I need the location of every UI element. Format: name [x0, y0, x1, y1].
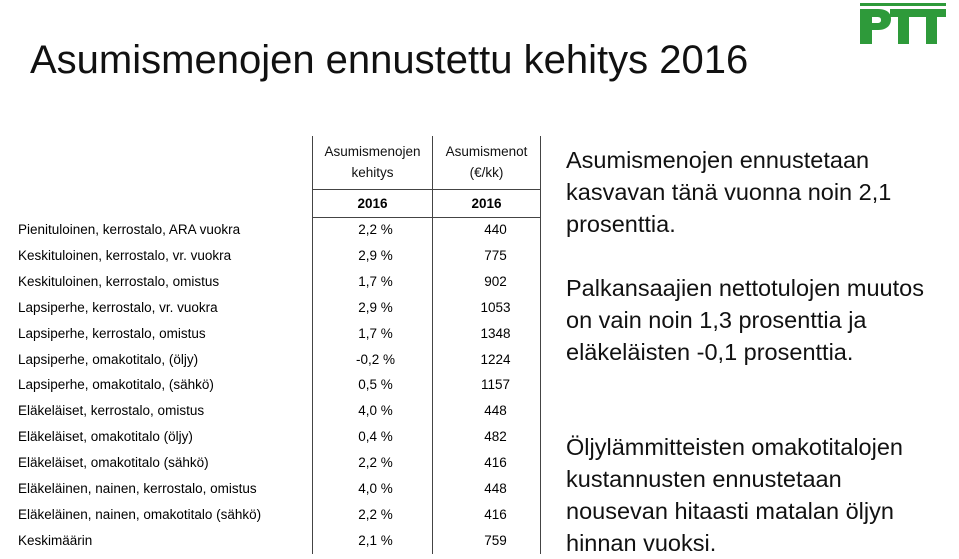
table-row — [18, 450, 540, 476]
row-euros: 482 — [484, 429, 507, 445]
row-euros: 448 — [484, 481, 507, 496]
row-percent: 2,9 % — [358, 299, 393, 315]
row-euros: 1348 — [480, 325, 511, 341]
row-label: Eläkeläiset, omakotitalo (öljy) — [18, 429, 193, 445]
year-header: 2016 — [471, 196, 502, 211]
row-euros: 416 — [484, 506, 507, 522]
header-line: (€/kk) — [469, 165, 504, 180]
ptt-logo-icon — [858, 3, 950, 47]
side-paragraph-2: Palkansaajien nettotulojen muutos on vain noin 1,3 prosenttia ja eläkeläisten -0,1 prosenttia. — [566, 275, 924, 365]
table-row — [18, 295, 540, 321]
row-euros: 1157 — [480, 377, 511, 393]
row-euros: 1224 — [480, 351, 511, 367]
row-euros: 775 — [484, 247, 507, 263]
table-row — [18, 217, 540, 243]
row-percent: 1,7 % — [358, 273, 393, 289]
row-label: Keskituloinen, kerrostalo, omistus — [18, 273, 220, 289]
row-euros: 448 — [484, 403, 507, 419]
table-row — [18, 528, 540, 554]
year-header: 2016 — [357, 196, 388, 211]
row-percent: 2,2 % — [358, 455, 393, 471]
table-row — [18, 476, 540, 502]
table-row — [18, 372, 540, 398]
table-row — [18, 347, 540, 373]
page-title: Asumismenojen ennustettu kehitys 2016 — [30, 38, 749, 82]
table-row — [18, 269, 540, 295]
side-paragraph-3: Öljylämmitteisten omakotitalojen kustannusten ennustetaan nousevan hitaasti matalan öljyn hinnan vuoksi. — [566, 434, 903, 556]
header-line: Asumismenot — [445, 144, 528, 159]
header-line: Asumismenojen — [324, 144, 421, 159]
row-percent: 4,0 % — [358, 481, 393, 496]
row-percent: 2,2 % — [358, 222, 393, 237]
row-label: Eläkeläinen, nainen, omakotitalo (sähkö) — [18, 506, 262, 522]
table-row — [18, 424, 540, 450]
row-euros: 416 — [484, 455, 507, 471]
row-percent: 1,7 % — [358, 325, 393, 341]
row-percent: 0,4 % — [358, 429, 393, 445]
row-euros: 1053 — [480, 299, 511, 315]
row-label: Eläkeläiset, omakotitalo (sähkö) — [18, 455, 209, 471]
table-row — [18, 321, 540, 347]
row-percent: 2,9 % — [358, 247, 393, 263]
row-euros: 440 — [484, 222, 507, 237]
row-percent: 2,1 % — [358, 532, 393, 548]
column-header-asumismenot — [433, 141, 540, 183]
table-row — [18, 243, 540, 269]
side-paragraph-1: Asumismenojen ennustetaan kasvavan tänä vuonna noin 2,1 prosenttia. — [566, 147, 892, 237]
header-divider — [312, 189, 540, 190]
row-label: Keskituloinen, kerrostalo, vr. vuokra — [18, 247, 232, 263]
row-euros: 759 — [484, 532, 507, 548]
row-label: Eläkeläinen, nainen, kerrostalo, omistus — [18, 481, 257, 496]
row-label: Pienituloinen, kerrostalo, ARA vuokra — [18, 222, 241, 237]
row-label: Lapsiperhe, omakotitalo, (öljy) — [18, 351, 199, 367]
row-euros: 902 — [484, 273, 507, 289]
header-line: kehitys — [351, 165, 394, 180]
row-label: Lapsiperhe, kerrostalo, vr. vuokra — [18, 299, 218, 315]
row-label: Lapsiperhe, omakotitalo, (sähkö) — [18, 377, 214, 393]
column-header-kehitys — [313, 141, 432, 183]
row-percent: 4,0 % — [358, 403, 393, 419]
row-label: Lapsiperhe, kerrostalo, omistus — [18, 325, 206, 341]
row-percent: -0,2 % — [355, 351, 396, 367]
table-row — [18, 398, 540, 424]
row-label: Eläkeläiset, kerrostalo, omistus — [18, 403, 205, 419]
row-percent: 0,5 % — [358, 377, 393, 393]
table-row — [18, 502, 540, 528]
row-label: Keskimäärin — [18, 532, 93, 548]
row-percent: 2,2 % — [358, 506, 393, 522]
